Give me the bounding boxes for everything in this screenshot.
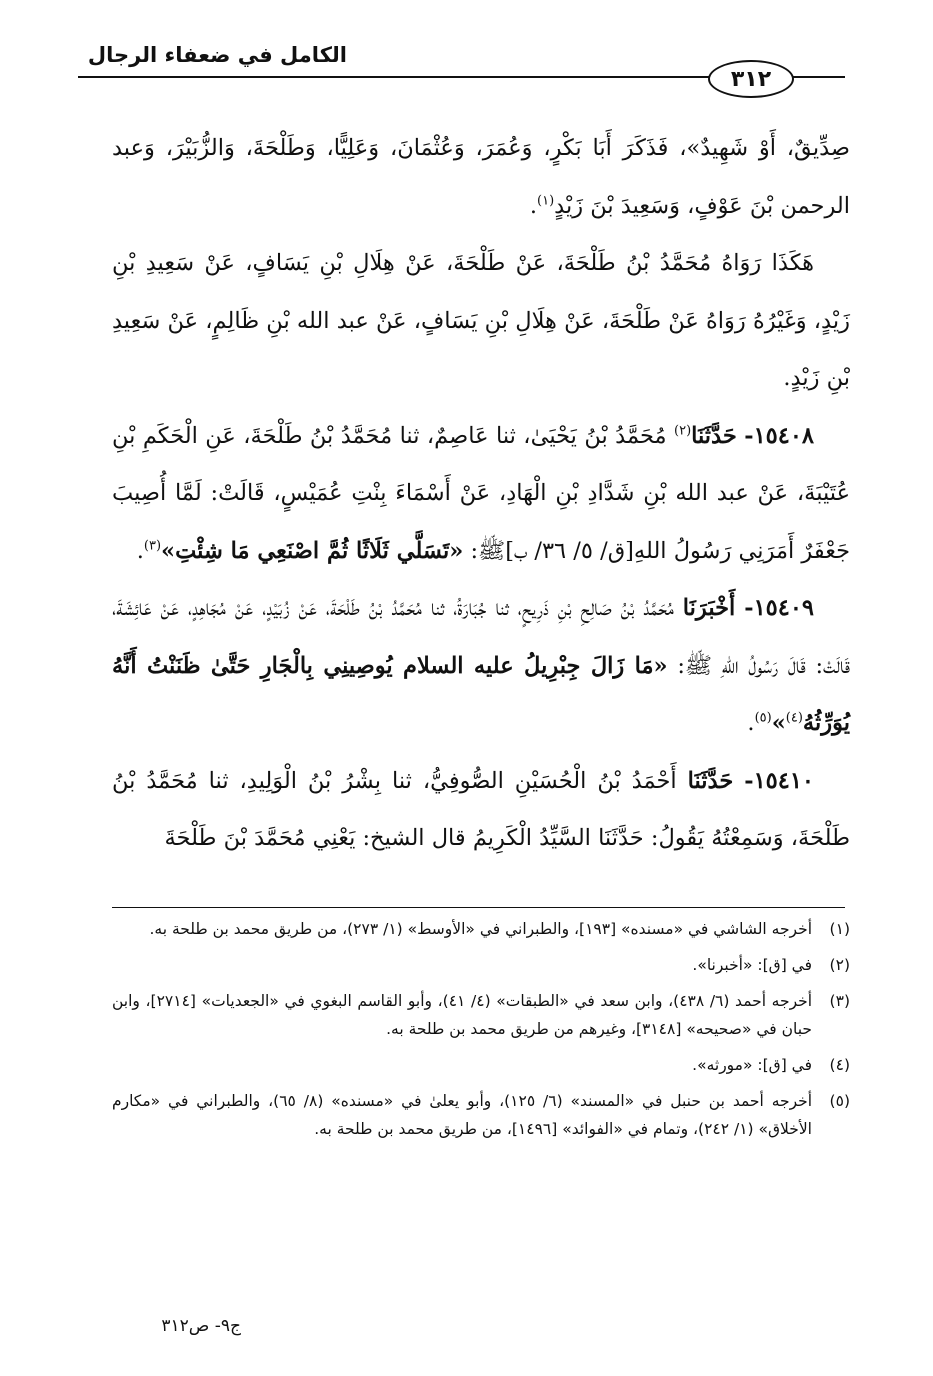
matn-text: «مَا زَالَ جِبْرِيلُ عليه السلام يُوصِينِي بِالْجَارِ حَتَّىٰ ظَنَنْتُ أَنَّهُ يُوَرِّثُهُ	[112, 652, 850, 736]
footnotes	[112, 915, 850, 1151]
hadith-15409	[112, 580, 850, 753]
footnote-ref[interactable]: (٢)	[674, 423, 692, 438]
paragraph-commentary	[112, 235, 850, 408]
paragraph-continuation	[112, 120, 850, 235]
footnote-ref[interactable]: (١)	[537, 193, 555, 208]
footnote-text: في [ق]: «أخبرنا».	[692, 956, 812, 974]
matn-text: «تَسَلَّي ثَلَاثًا ثُمَّ اصْنَعِي مَا شِئْتِ»	[161, 537, 464, 564]
punctuation: .	[136, 537, 144, 564]
isnad-text: أَحْمَدُ بْنُ الْحُسَيْنِ الصُّوفِيُّ، ثنا بِشْرُ بْنُ الْوَلِيدِ، ثنا مُحَمَّدُ بْنُ طَلْحَةَ، وَسَمِعْتُهُ يَقُولُ: حَدَّثَنَا السَّيِّدُ الْكَرِيمُ قال الشيخ: يَعْنِي مُحَمَّدَ بْنَ طَلْحَةَ	[112, 767, 850, 851]
hadith-number: ١٥٤٠٩-	[744, 595, 815, 621]
running-header-title: الكامل في ضعفاء الرجال	[87, 43, 347, 67]
page-number-badge	[708, 60, 794, 98]
footnote-item	[112, 915, 850, 943]
hadith-15408	[112, 408, 850, 581]
footnote-ref[interactable]: (٣)	[143, 538, 162, 553]
isnad-text: مُحَمَّدُ بْنُ يَحْيَىٰ، ثنا عَاصِمٌ، ثنا مُحَمَّدُ بْنُ طَلْحَةَ، عَنِ الْحَكَمِ بْنِ عُتَيْبَةَ، عَنْ عبد الله بْنِ شَدَّادِ بْنِ الْهَادِ، عَنْ أَسْمَاءَ بِنْتِ عُمَيْسٍ، قَالَتْ: لَمَّا أُصِيبَ جَعْفَرٌ أَمَرَنِي رَسُولُ اللهِ[ق/ ٥/ ٣٦/ ب]ﷺ:	[112, 422, 850, 564]
footnote-ref[interactable]: (٤)	[785, 710, 803, 726]
footnote-label: (٣)	[829, 992, 850, 1010]
paragraph-text: هَكَذَا رَوَاهُ مُحَمَّدُ بْنُ طَلْحَةَ، عَنْ طَلْحَةَ، عَنْ هِلَالِ بْنِ يَسَافٍ، عَنْ سَعِيدِ بْنِ زَيْدٍ، وَغَيْرُهُ رَوَاهُ عَنْ طَلْحَةَ، عَنْ هِلَالِ بْنِ يَسَافٍ، عَنْ عبد الله بْنِ ظَالِمٍ، عَنْ سَعِيدِ بْنِ زَيْدٍ.	[112, 250, 850, 391]
paragraph-text: صِدِّيقٌ، أَوْ شَهِيدٌ»، فَذَكَرَ أَبَا بَكْرٍ، وَعُمَرَ، وَعُثْمَانَ، وَعَلِيًّا، وَطَلْحَةَ، وَالزُّبَيْرَ، وَعبد الرحمن بْنَ عَوْفٍ، وَسَعِيدَ بْنَ زَيْدٍ	[112, 135, 850, 219]
transmission-keyword: حَدَّثَنَا	[691, 422, 737, 449]
hadith-number: ١٥٤١٠-	[744, 767, 814, 794]
footnote-label: (٥)	[829, 1092, 850, 1110]
footnote-item	[112, 1087, 850, 1143]
footnote-text: أخرجه أحمد بن حنبل في «المسند» (٦/ ١٢٥)، وأبو يعلىٰ في «مسنده» (٨/ ٦٥)، والطبراني في «مكارم الأخلاق» (١/ ٢٤٢)، وتمام في «الفوائد» [١٤٩٦]، من طريق محمد بن طلحة به.	[112, 1092, 813, 1138]
main-text	[112, 120, 850, 868]
footnote-item	[112, 987, 850, 1043]
transmission-keyword: أَخْبَرَنَا	[682, 595, 736, 621]
footnote-text: في [ق]: «مورثه».	[692, 1056, 812, 1074]
hadith-number: ١٥٤٠٨-	[744, 422, 814, 449]
footnote-text: أخرجه أحمد (٦/ ٤٣٨)، وابن سعد في «الطبقات» (٤/ ٤١)، وأبو القاسم البغوي في «الجعديات» [٢٧١٤]، وابن حبان في «صحيحه» [٣١٤٨]، وغيرهم من طريق محمد بن طلحة به.	[112, 992, 813, 1038]
footnote-ref[interactable]: (٥)	[754, 710, 772, 726]
quote-close: »	[771, 710, 786, 736]
punctuation: .	[747, 710, 755, 736]
footnote-rule	[112, 907, 845, 908]
volume-page-reference: ج٩- ص٣١٢	[161, 1316, 241, 1336]
footnote-item	[112, 951, 850, 979]
page-number: ٣١٢	[730, 66, 772, 92]
punctuation: .	[529, 192, 537, 219]
footnote-text: أخرجه الشاشي في «مسنده» [١٩٣]، والطبراني في «الأوسط» (١/ ٢٧٣)، من طريق محمد بن طلحة به.	[149, 920, 812, 938]
footnote-label: (٢)	[829, 956, 850, 974]
hadith-15410	[112, 753, 850, 868]
footnote-label: (٤)	[829, 1056, 850, 1074]
transmission-keyword: حَدَّثَنَا	[687, 767, 734, 794]
footnote-item	[112, 1051, 850, 1079]
isnad-text: مُحَمَّدُ بْنُ صَالِحِ بْنِ ذَرِيحٍ، ثنا جُبَارَةُ، ثنا مُحَمَّدُ بْنُ طَلْحَةَ، عَنْ زُبَيْدٍ، عَنْ مُجَاهِدٍ، عَنْ عَائِشَةَ، قَالَتْ: قَالَ رَسُولُ اللهِ ﷺ:	[112, 595, 850, 679]
footnote-label: (١)	[829, 920, 850, 938]
